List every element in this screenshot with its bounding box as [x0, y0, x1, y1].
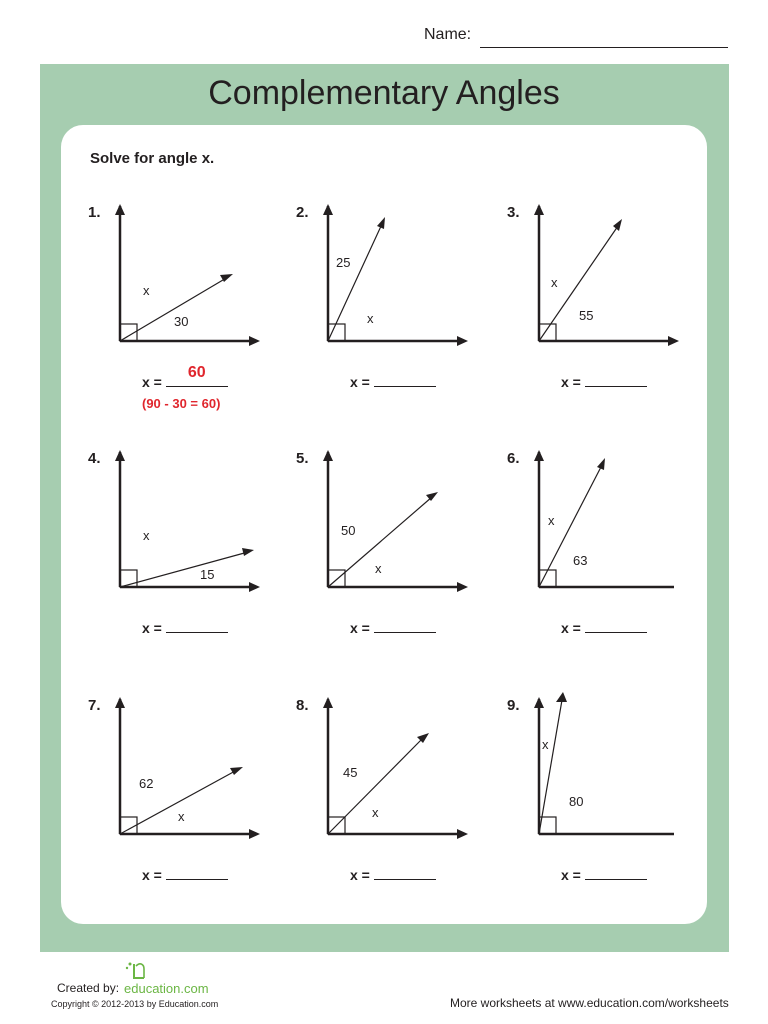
problem-number: 1.: [88, 204, 101, 221]
angle-diagram: [90, 450, 290, 600]
answer-row: [142, 618, 228, 636]
given-angle-label: 55: [579, 308, 594, 323]
answer-row: [350, 618, 436, 636]
answer-blank[interactable]: [374, 372, 436, 387]
problem-3: [509, 204, 709, 414]
given-angle-label: 30: [174, 314, 189, 329]
problem-8: [298, 697, 498, 907]
problem-9: [509, 697, 709, 907]
answer-prefix: x =: [561, 867, 581, 883]
given-angle-label: 50: [341, 523, 356, 538]
answer-blank[interactable]: [166, 865, 228, 880]
answer-prefix: x =: [142, 867, 162, 883]
answer-prefix: x =: [142, 620, 162, 636]
answer-prefix: x =: [561, 374, 581, 390]
unknown-angle-label: x: [375, 561, 382, 576]
answer-value: 60: [187, 364, 206, 381]
created-by-label: Created by:: [57, 981, 120, 995]
problem-1: [90, 204, 290, 414]
education-logo-icon: [122, 960, 148, 982]
problem-number: 8.: [296, 697, 309, 714]
name-line[interactable]: [480, 47, 728, 48]
angle-diagram: [298, 204, 498, 354]
page-title: Complementary Angles: [208, 74, 560, 112]
worked-solution: (90 - 30 = 60): [142, 396, 221, 411]
unknown-angle-label: x: [542, 737, 549, 752]
problem-number: 2.: [296, 204, 309, 221]
problem-5: [298, 450, 498, 660]
problem-number: 6.: [507, 450, 520, 467]
unknown-angle-label: x: [143, 528, 150, 543]
angle-diagram: [298, 450, 498, 600]
given-angle-label: 25: [336, 255, 351, 270]
answer-prefix: x =: [142, 374, 162, 390]
problem-7: [90, 697, 290, 907]
answer-blank[interactable]: [374, 618, 436, 633]
education-logo-text[interactable]: education.com: [124, 981, 209, 996]
answer-blank[interactable]: [166, 364, 228, 387]
answer-prefix: x =: [561, 620, 581, 636]
answer-row: [561, 865, 647, 883]
answer-blank[interactable]: [374, 865, 436, 880]
unknown-angle-label: x: [548, 513, 555, 528]
unknown-angle-label: x: [367, 311, 374, 326]
answer-prefix: x =: [350, 867, 370, 883]
answer-row: [350, 372, 436, 390]
problem-number: 3.: [507, 204, 520, 221]
answer-blank[interactable]: [585, 865, 647, 880]
given-angle-label: 45: [343, 765, 358, 780]
angle-diagram: [509, 450, 709, 600]
copyright-text: Copyright © 2012-2013 by Education.com: [51, 999, 219, 1009]
answer-blank[interactable]: [585, 618, 647, 633]
answer-blank[interactable]: [166, 618, 228, 633]
answer-prefix: x =: [350, 374, 370, 390]
given-angle-label: 80: [569, 794, 584, 809]
problem-4: [90, 450, 290, 660]
problem-number: 5.: [296, 450, 309, 467]
more-worksheets-link[interactable]: More worksheets at www.education.com/worksheets: [450, 996, 729, 1010]
unknown-angle-label: x: [143, 283, 150, 298]
problem-number: 4.: [88, 450, 101, 467]
answer-row: [561, 618, 647, 636]
arrowhead-up: [115, 204, 125, 215]
given-angle-label: 15: [200, 567, 215, 582]
given-angle-label: 62: [139, 776, 154, 791]
middle-ray: [120, 277, 228, 341]
answer-row: [142, 865, 228, 883]
unknown-angle-label: x: [551, 275, 558, 290]
angle-diagram: [509, 204, 709, 354]
angle-diagram: [90, 204, 290, 354]
angle-diagram: [298, 697, 498, 847]
answer-row: [350, 865, 436, 883]
given-angle-label: 63: [573, 553, 588, 568]
answer-prefix: x =: [350, 620, 370, 636]
problem-6: [509, 450, 709, 660]
arrowhead-right: [249, 336, 260, 346]
name-label: Name:: [424, 26, 472, 43]
problem-2: [298, 204, 498, 414]
unknown-angle-label: x: [372, 805, 379, 820]
instruction-text: Solve for angle x.: [90, 150, 215, 167]
angle-diagram: [509, 697, 709, 847]
answer-row: [142, 364, 228, 390]
angle-diagram: [90, 697, 290, 847]
problem-number: 7.: [88, 697, 101, 714]
answer-blank[interactable]: [585, 372, 647, 387]
unknown-angle-label: x: [178, 809, 185, 824]
answer-row: [561, 372, 647, 390]
problem-number: 9.: [507, 697, 520, 714]
